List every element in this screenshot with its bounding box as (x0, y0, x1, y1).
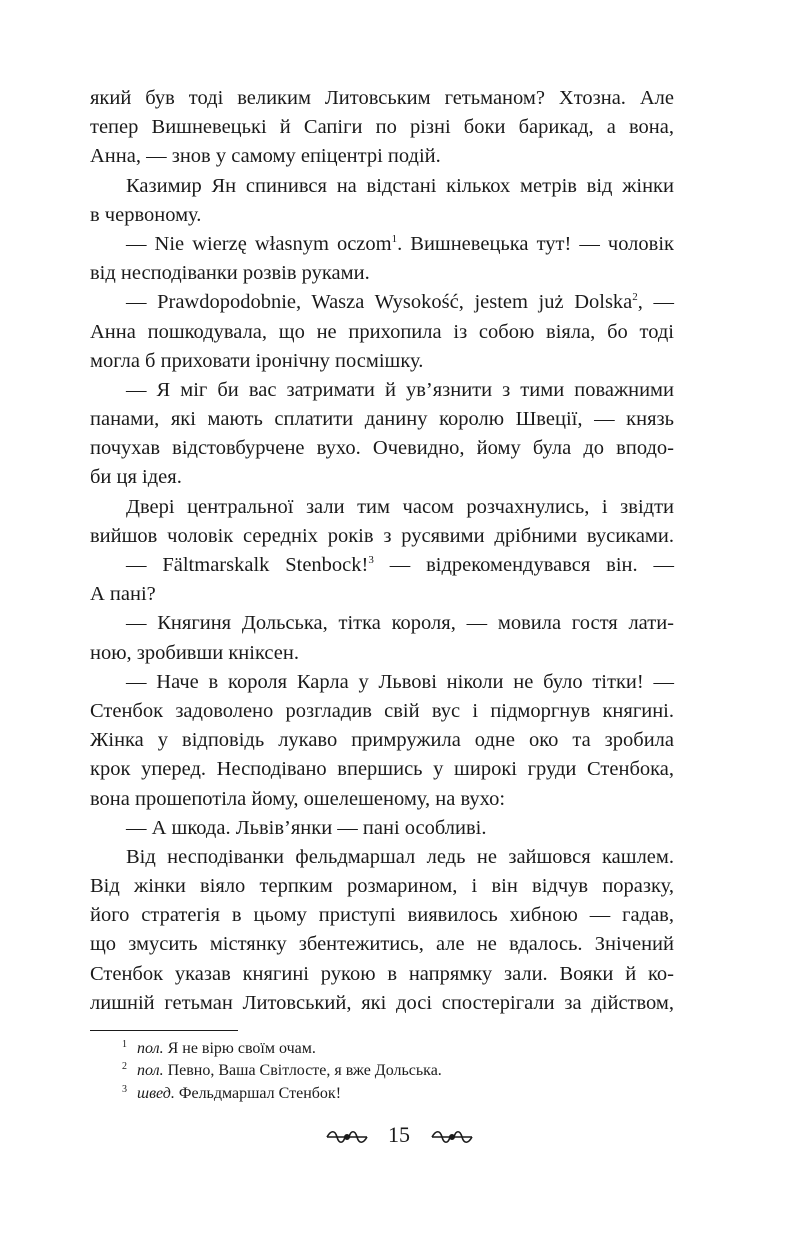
text-line: — Nie wierzę własnym oczom$^1$. Вишневецька тут! — чоловік (126, 232, 674, 255)
text-line: — Наче в короля Карла у Львові ніколи не було тітки! — (126, 670, 674, 693)
footnote-ref: 1 (391, 232, 398, 245)
text-line: — Prawdopodobnie, Wasza Wysokość, jestem już Dolska$^2$, — (126, 291, 674, 314)
footnote: $^2$ пол. Певно, Ваша Світлосте, я вже Дольська. (122, 1061, 442, 1080)
text-line: лишній гетьман Литовський, які досі спостерігали за дійством, (90, 991, 674, 1014)
text-line: тепер Вишневецькі й Сапіги по різні боки барикад, а вона, (90, 116, 674, 139)
footnote-ref: 2 (632, 291, 638, 304)
text-line: вийшов чоловік середніх років з русявими дрібними вусиками. (90, 524, 674, 547)
text-line: — Fältmarskalk Stenbock!$^3$ — відрекомендувався він. — (126, 554, 674, 576)
text-line: вона прошепотіла йому, ошелешеному, на вухо: (90, 787, 506, 810)
footnote: $^3$ швед. Фельдмаршал Стенбок! (122, 1083, 342, 1102)
text-line: Казимир Ян спинився на відстані кількох метрів від жінки (126, 174, 674, 197)
text-line: — А шкода. Львів’янки — пані особливі. (126, 816, 487, 839)
text-line: його стратегія в цьому приступі виявилось хибною — гадав, (90, 904, 674, 927)
text-line: Від жінки віяло терпким розмарином, і він відчув поразку, (90, 875, 674, 898)
text-line: Анна, — знов у самому епіцентрі подій. (90, 145, 441, 168)
footnote-ref: 3 (368, 554, 374, 566)
text-line: почухав відстовбурчене вухо. Очевидно, йому була до вподо- (90, 437, 674, 460)
text-line: би ця ідея. (90, 466, 182, 489)
text-line: Анна пошкодувала, що не прихопила із собою віяла, бо тоді (90, 320, 674, 343)
text-line: А пані? (90, 583, 156, 606)
text-line: що змусить містянку збентежитись, але не вдалось. Знічений (90, 933, 674, 956)
footnote: $^1$ пол. Я не вірю своїм очам. (122, 1039, 316, 1057)
text-line: Стенбок задоволено розгладив свій вус і підморгнув княгині. (90, 699, 674, 722)
text-line: від несподіванки розвів руками. (90, 262, 370, 285)
text-line: ною, зробивши кніксен. (90, 641, 299, 664)
text-line: — Я міг би вас затримати й ув’язнити з тими поважними (126, 378, 674, 401)
text-line: крок уперед. Несподівано впершись у широкі груди Стенбока, (90, 758, 674, 781)
text-line: який був тоді великим Литовським гетьманом? Хтозна. Але (90, 87, 674, 109)
text-line: — Княгиня Дольська, тітка короля, — мовила гостя лати- (126, 612, 674, 635)
text-line: могла б приховати іронічну посмішку. (90, 349, 424, 372)
page-footer (0, 1120, 798, 1150)
page-number: 15 (388, 1122, 410, 1147)
ornament-left-icon (325, 1128, 369, 1146)
body-text (90, 84, 674, 1018)
footnotes (122, 1038, 442, 1105)
text-line: Двері центральної зали тим часом розчахнулись, і звідти (126, 495, 674, 518)
text-line: панами, які мають сплатити данину королю Швеції, — князь (90, 408, 674, 431)
footnote-rule (90, 1030, 238, 1031)
ornament-right-icon (430, 1128, 474, 1146)
text-line: в червоному. (90, 203, 202, 226)
text-line: Від несподіванки фельдмаршал ледь не зайшовся кашлем. (126, 845, 674, 868)
text-line: Жінка у відповідь лукаво примружила одне око та зробила (90, 729, 674, 752)
text-line: Стенбок указав княгині рукою в напрямку зали. Вояки й ко- (90, 962, 674, 985)
